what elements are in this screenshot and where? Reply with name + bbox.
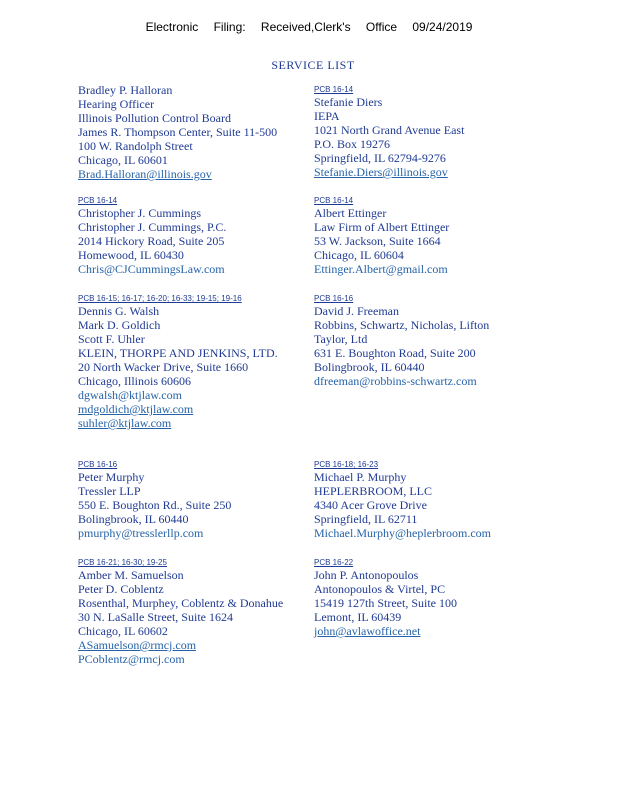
- entry-line: 4340 Acer Grove Drive: [314, 498, 427, 512]
- case-reference: PCB 16-18; 16-23: [314, 460, 379, 469]
- entry-line: 30 N. LaSalle Street, Suite 1624: [78, 610, 233, 624]
- entry-line: Stefanie Diers: [314, 95, 383, 109]
- email-link[interactable]: dfreeman@robbins-schwartz.com: [314, 374, 477, 388]
- filing-header: Electronic Filing: Received,Clerk's Office 09/24/2019: [145, 20, 473, 34]
- entry-line: Chicago, IL 60602: [78, 624, 168, 638]
- email-link[interactable]: PCoblentz@rmcj.com: [78, 652, 185, 666]
- email-link[interactable]: Ettinger.Albert@gmail.com: [314, 262, 448, 276]
- service-entry-antonopoulos: [314, 557, 457, 638]
- entry-line: 53 W. Jackson, Suite 1664: [314, 234, 441, 248]
- entry-line: Illinois Pollution Control Board: [78, 111, 232, 125]
- entry-line: Hearing Officer: [78, 97, 155, 111]
- entry-line: 100 W. Randolph Street: [78, 139, 193, 153]
- email-link[interactable]: mdgoldich@ktjlaw.com: [78, 402, 194, 416]
- entry-line: Law Firm of Albert Ettinger: [314, 220, 450, 234]
- service-entry-murphy-michael: [314, 459, 491, 540]
- case-reference: PCB 16-16: [314, 294, 354, 303]
- entry-line: James R. Thompson Center, Suite 11-500: [78, 125, 278, 139]
- service-entry-murphy-peter: [78, 459, 231, 540]
- entry-line: Bolingbrook, IL 60440: [314, 360, 425, 374]
- entry-line: Bradley P. Halloran: [78, 83, 173, 97]
- entry-line: Christopher J. Cummings: [78, 206, 202, 220]
- entry-line: Springfield, IL 62794-9276: [314, 151, 446, 165]
- entry-line: Mark D. Goldich: [78, 318, 161, 332]
- service-entry-diers: [314, 84, 464, 179]
- email-link[interactable]: pmurphy@tresslerllp.com: [78, 526, 204, 540]
- entry-line: Albert Ettinger: [314, 206, 387, 220]
- entry-line: 550 E. Boughton Rd., Suite 250: [78, 498, 232, 512]
- entry-line: Dennis G. Walsh: [78, 304, 160, 318]
- entry-line: Tressler LLP: [78, 484, 141, 498]
- entry-line: Homewood, IL 60430: [78, 248, 184, 262]
- case-reference: PCB 16-21; 16-30; 19-25: [78, 558, 167, 567]
- entry-line: KLEIN, THORPE AND JENKINS, LTD.: [78, 346, 278, 360]
- entry-line: 15419 127th Street, Suite 100: [314, 596, 457, 610]
- case-reference: PCB 16-15; 16-17; 16-20; 16-33; 19-15; 19-16: [78, 294, 242, 303]
- entry-line: Robbins, Schwartz, Nicholas, Lifton: [314, 318, 490, 332]
- entry-line: HEPLERBROOM, LLC: [314, 484, 433, 498]
- case-reference: PCB 16-14: [314, 85, 354, 94]
- service-entry-freeman: [314, 293, 489, 388]
- entry-line: Springfield, IL 62711: [314, 512, 418, 526]
- entry-line: Michael P. Murphy: [314, 470, 407, 484]
- entry-line: 20 North Wacker Drive, Suite 1660: [78, 360, 249, 374]
- entry-line: Chicago, IL 60601: [78, 153, 168, 167]
- entry-line: Lemont, IL 60439: [314, 610, 402, 624]
- entry-line: 2014 Hickory Road, Suite 205: [78, 234, 225, 248]
- entry-line: Chicago, Illinois 60606: [78, 374, 191, 388]
- email-link[interactable]: Michael.Murphy@heplerbroom.com: [314, 526, 492, 540]
- email-link[interactable]: Stefanie.Diers@illinois.gov: [314, 165, 448, 179]
- case-reference: PCB 16-16: [78, 460, 118, 469]
- entry-line: Bolingbrook, IL 60440: [78, 512, 189, 526]
- service-entry-halloran: [78, 83, 277, 181]
- entry-line: 1021 North Grand Avenue East: [314, 123, 465, 137]
- case-reference: PCB 16-14: [78, 196, 118, 205]
- entry-line: Christopher J. Cummings, P.C.: [78, 220, 227, 234]
- email-link[interactable]: Chris@CJCummingsLaw.com: [78, 262, 225, 276]
- entry-line: 631 E. Boughton Road, Suite 200: [314, 346, 476, 360]
- entry-line: Amber M. Samuelson: [78, 568, 184, 582]
- service-entry-samuelson: [78, 557, 283, 666]
- entry-line: IEPA: [314, 109, 340, 123]
- entry-line: John P. Antonopoulos: [314, 568, 419, 582]
- email-link[interactable]: Brad.Halloran@illinois.gov: [78, 167, 212, 181]
- entry-line: P.O. Box 19276: [314, 137, 391, 151]
- service-entry-ettinger: [314, 195, 449, 276]
- entry-line: Rosenthal, Murphey, Coblentz & Donahue: [78, 596, 284, 610]
- email-link[interactable]: ASamuelson@rmcj.com: [78, 638, 197, 652]
- service-entry-walsh: [78, 293, 300, 430]
- case-reference: PCB 16-14: [314, 196, 354, 205]
- service-list-title: SERVICE LIST: [271, 58, 355, 72]
- entry-line: David J. Freeman: [314, 304, 399, 318]
- entry-line: Peter D. Coblentz: [78, 582, 164, 596]
- case-reference: PCB 16-22: [314, 558, 354, 567]
- entry-line: Chicago, IL 60604: [314, 248, 404, 262]
- email-link[interactable]: suhler@ktjlaw.com: [78, 416, 172, 430]
- entry-line: Taylor, Ltd: [314, 332, 368, 346]
- email-link[interactable]: dgwalsh@ktjlaw.com: [78, 388, 182, 402]
- entry-line: Antonopoulos & Virtel, PC: [314, 582, 446, 596]
- email-link[interactable]: john@avlawoffice.net: [314, 624, 421, 638]
- entry-line: Scott F. Uhler: [78, 332, 145, 346]
- service-entry-cummings: [78, 195, 226, 276]
- entry-line: Peter Murphy: [78, 470, 145, 484]
